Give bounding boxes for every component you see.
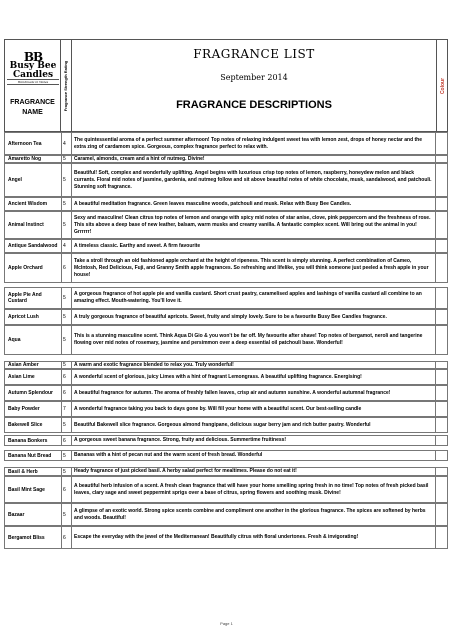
busy-bee-logo: [7, 50, 59, 86]
table-row: [4, 401, 448, 417]
fragrance-description: A gorgeous sweet banana fragrance. Strong, fruity and delicious. Summertime fruitiness!: [74, 437, 287, 443]
colour-header: Colour: [440, 77, 446, 94]
strength-rating: 6: [61, 436, 72, 445]
fragrance-name: Afternoon Tea: [8, 140, 42, 147]
strength-rating: 5: [61, 156, 72, 162]
strength-rating: 5: [61, 310, 72, 324]
header-block: [4, 39, 448, 132]
strength-rating: 5: [61, 212, 72, 238]
fragrance-name: Bakewell Slice: [8, 422, 43, 428]
table-row: [4, 467, 448, 476]
table-row: [4, 369, 448, 385]
fragrance-description: A gorgeous fragrance of hot apple pie and vanilla custard. Short crust pastry, caramelised apples and lashings of vanilla custard all combine to an amazing effect. Mouth-watering. You'll love it.: [74, 291, 422, 304]
strength-rating: 5: [61, 164, 72, 196]
strength-rating: 6: [61, 527, 72, 548]
fragrance-name-header: FRAGRANCE NAME: [10, 99, 55, 116]
fragrance-description: Take a stroll through an old fashioned apple orchard at the height of ripeness. This scent is simply stunning. A perfect combination of Cameo, McIntosh, Red Delicious, Fuji, and Granny Smith apple fragrances. So refreshing and lifelike, you will think someone just peeled a fresh apple in your house!: [74, 257, 429, 278]
fragrance-name: Apple Orchard: [8, 265, 43, 271]
colour-swatch: [435, 386, 447, 400]
colour-swatch: [435, 288, 447, 308]
fragrance-name: Baby Powder: [8, 406, 40, 412]
table-row: [4, 450, 448, 461]
logo-name: Busy Bee Candles: [9, 61, 57, 80]
colour-swatch: [435, 362, 447, 368]
colour-swatch: [435, 212, 447, 238]
colour-swatch: [435, 133, 447, 154]
strength-rating: 6: [61, 386, 72, 400]
colour-swatch: [435, 527, 447, 548]
fragrance-name: Banana Nut Bread: [8, 452, 52, 459]
fragrance-name: Amaretto Nog: [8, 156, 42, 162]
colour-swatch: [435, 156, 447, 162]
strength-rating: 5: [61, 326, 72, 354]
colour-swatch: [435, 468, 447, 475]
fragrance-name: Basil Mint Sage: [8, 486, 45, 493]
strength-rating: 5: [61, 362, 72, 368]
fragrance-name: Angel: [8, 177, 22, 183]
strength-rating: 5: [61, 418, 72, 432]
table-row: [4, 239, 448, 253]
fragrance-name: Asian Amber: [8, 362, 39, 368]
fragrance-description: A warm and exotic fragrance blended to relax you. Truly wonderful!: [74, 361, 234, 368]
fragrance-description: A wonderful fragrance taking you back to days gone by. Will fill your home with a beautiful scent. Our best-selling candle: [74, 405, 362, 412]
colour-swatch: [435, 164, 447, 196]
fragrance-name: Apricot Lush: [8, 314, 39, 320]
logo-tagline: Handmade in Wales: [7, 79, 59, 85]
table-row: [4, 526, 448, 549]
fragrance-description: A beautiful fragrance for autumn. The aroma of freshly fallen leaves, crisp air and autumn sunshine. A wonderful autumnal fragrance!: [74, 389, 391, 396]
fragrance-name: Autumn Splendour: [8, 390, 53, 396]
colour-swatch: [435, 326, 447, 354]
fragrance-description: A wonderful scent of glorious, juicy Limes with a hint of fragrant Lemongrass. A beautiful uplifting fragrance. Energising!: [74, 373, 362, 380]
fragrance-description: A timeless classic. Earthy and sweet. A firm favourite: [74, 242, 201, 249]
table-row: [4, 385, 448, 401]
fragrance-name: Banana Bonkers: [8, 437, 48, 444]
logo-cell: [5, 40, 61, 131]
fragrance-description: A beautiful herb infusion of a scent. A fresh clean fragrance that will have your home smelling spring fresh in no time! Top notes of fresh picked basil leaves, clary sage and sweet peppermint sprigs over a base of citrus, spring flowers and soothing musk. Divine!: [74, 482, 429, 496]
table-row: [4, 287, 448, 309]
colour-swatch: [435, 198, 447, 210]
fragrance-name: Bazaar: [8, 511, 25, 518]
fragrance-description: Escape the everyday with the jewel of the Mediterranean! Beautifully citrus with floral undertones. Fresh & invigorating!: [74, 534, 359, 540]
strength-rating: 5: [61, 504, 72, 525]
strength-rating: 5: [61, 468, 72, 475]
strength-rating: 4: [61, 240, 72, 252]
fragrance-name: Apple Pie And Custard: [8, 292, 42, 304]
table-row: [4, 435, 448, 446]
descriptions-header: FRAGRANCE DESCRIPTIONS: [176, 99, 332, 111]
colour-swatch: [435, 370, 447, 384]
colour-swatch: [435, 436, 447, 445]
fragrance-name: Aqua: [8, 337, 21, 343]
colour-swatch: [435, 504, 447, 525]
fragrance-description: Beautiful! Soft, complex and wonderfully uplifting. Angel begins with luxurious crisp top notes of lemon, raspberry, honeydew melon and black currants. Floral mid notes of jasmine, gardenia, and nutmeg follow and sit above beautiful notes of white chocolate, musk, sandalwood, and patchouli. Stunning soft fragrance.: [74, 169, 432, 190]
fragrance-description: The quintessential aroma of a perfect summer afternoon! Top notes of relaxing indulgent sweet tea with lemon zest, drops of honey nectar and the extra zing of cardamom spice. Gorgeous, complex fragrance perfect to relax with.: [74, 136, 423, 150]
strength-rating: 6: [61, 254, 72, 282]
table-row: [4, 503, 448, 526]
fragrance-description: This is a stunning masculine scent. Think Aqua Di Gio & you won't be far off. My favourite after shave! Top notes of bergamot, neroli and tangerine flowing over mid notes of rosemary, jasmine and persimmon over a deep essential oil patchouli base. Wonderful!: [74, 333, 423, 346]
strength-header-cell: [61, 40, 72, 131]
fragrance-description: Caramel, almonds, cream and a hint of nutmeg. Divine!: [74, 155, 205, 162]
fragrance-description: Heady fragrance of just picked basil. A herby salad perfect for mealtimes. Please do not eat it!: [74, 468, 297, 474]
colour-swatch: [435, 254, 447, 282]
strength-header: Fragrance Strength Rating: [63, 60, 68, 111]
colour-swatch: [435, 418, 447, 432]
fragrance-description: A truly gorgeous fragrance of beautiful apricots. Sweet, fruity and simply lovely. Sure to be a favourite Busy Bee Candles fragrance.: [74, 313, 387, 320]
fragrance-name: Basil & Herb: [8, 468, 38, 475]
fragrance-name: Animal Instinct: [8, 222, 44, 228]
table-row: [4, 476, 448, 503]
strength-rating: 5: [61, 451, 72, 460]
table-row: [4, 155, 448, 163]
fragrance-name: Bergamot Bliss: [8, 534, 45, 541]
fragrance-name: Ancient Wisdom: [8, 201, 48, 207]
table-row: [4, 417, 448, 433]
logo-initials: BB: [23, 50, 43, 64]
strength-rating: 4: [61, 133, 72, 154]
document-title: FRAGRANCE LIST: [193, 47, 315, 61]
table-row: [4, 325, 448, 355]
fragrance-name: Antique Sandalwood: [8, 243, 58, 249]
strength-rating: 5: [61, 198, 72, 210]
table-row: [4, 132, 448, 155]
page-number: Page 1: [220, 621, 233, 626]
fragrance-description: A glimpse of an exotic world. Strong spice scents combine and compliment one another in the glorious fragrance. The spices are softened by herbs and woods. Beautiful!: [74, 507, 426, 521]
fragrance-description: A beautiful meditation fragrance. Green leaves masculine woods, patchouli and musk. Relax with Busy Bee Candles.: [74, 200, 352, 207]
table-row: [4, 197, 448, 211]
document-date: September 2014: [220, 73, 288, 82]
title-cell: [72, 40, 437, 131]
colour-swatch: [435, 310, 447, 324]
strength-rating: 6: [61, 477, 72, 502]
colour-swatch: [435, 451, 447, 460]
table-row: [4, 163, 448, 197]
fragrance-description: Sexy and masculine! Clean citrus top notes of lemon and orange with spicy mid notes of star anise, clove, pink peppercorn and the freshness of rose. This sits above a deep base of new leather, balsam, warm musks and creamy vanilla. A fantastic complex scent. Will bring out the animal in you! Grrrrrr!: [74, 214, 431, 235]
strength-rating: 7: [61, 402, 72, 416]
table-row: [4, 253, 448, 283]
strength-rating: 6: [61, 370, 72, 384]
strength-rating: 5: [61, 288, 72, 308]
table-row: [4, 361, 448, 369]
fragrance-name: Asian Lime: [8, 374, 35, 380]
fragrance-description: Bananas with a hint of pecan nut and the warm scent of fresh bread. Wonderful: [74, 452, 263, 458]
colour-header-cell: [437, 40, 449, 131]
table-row: [4, 309, 448, 325]
fragrance-description: Beautiful Bakewell slice fragrance. Gorgeous almond frangipane, delicious sugar berry jam and rich butter pastry. Wonderful: [74, 421, 371, 428]
table-row: [4, 211, 448, 239]
colour-swatch: [435, 402, 447, 416]
colour-swatch: [435, 477, 447, 502]
colour-swatch: [435, 240, 447, 252]
